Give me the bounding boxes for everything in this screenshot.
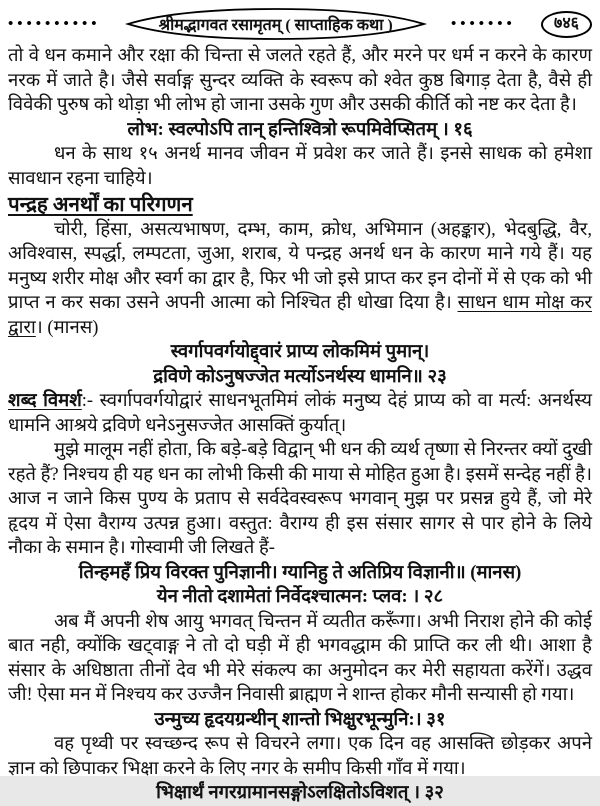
paragraph-dhan: धन के साथ १५ अनर्थ मानव जीवन में प्रवेश कर जाते हैं। इनसे साधक को हमेशा सावधान रहना चाहिये। xyxy=(8,144,592,189)
verse-31: उन्मुच्य हृदयग्रन्थीन् शान्तो भिक्षुरभून्मुनि:। ३१ xyxy=(154,709,446,730)
verse-manas: तिन्हमहँ प्रिय विरक्त पुनिज्ञानी। ग्यानिहु ते अतिप्रिय विज्ञानी॥ (मानस) xyxy=(78,562,522,583)
decorative-dots-left: •••••••••• xyxy=(8,15,101,32)
paragraph-ab-main: अब मैं अपनी शेष आयु भगवत् चिन्तन में व्यतीत करूँगा। अभी निराश होने की कोई बात नही, क्योंकि खट्वाङ्ग ने तो दो घड़ी में ही भगवद्धाम की प्राप्ति कर ली थी। आशा है संसार के अधिष्ठाता तीनों देव भी मेरे संकल्प का अनुमोदन कर मेरी सहायता करेंगें। उद्धव जी! ऐसा मन में निश्चय कर उज्जैन निवासी ब्राह्मण ने शान्त होकर मौनी सन्यासी हो गया। xyxy=(8,611,592,705)
page-header xyxy=(8,6,592,42)
running-title: श्रीमद्भागवत रसामृतम् ( साप्ताहिक कथा ) xyxy=(158,17,393,34)
shabd-vimarsh-label: शब्द विमर्श xyxy=(8,391,82,411)
page-number: ७४६ xyxy=(541,11,592,38)
paragraph-chori-tail: । (मानस) xyxy=(35,317,99,338)
paragraph-vah-prithvi: वह पृथ्वी पर स्वच्छन्द रूप से विचरने लगा। एक दिन वह आसक्ति छोड़कर अपने ज्ञान को छिपाकर भिक्षा करने के लिए नगर के समीप किसी गाँव में गया। xyxy=(8,734,592,779)
paragraph-mujhe: मुझे मालूम नहीं होता, कि बड़े-बड़े विद्वान् भी धन की व्यर्थ तृष्णा से निरन्तर क्यों दुखी रहते हैं? निश्चय ही यह धन का लोभी किसी की माया से मोहित हुआ है। इसमें सन्देह नहीं है। आज न जाने किस पुण्य के प्रताप से सर्वदेवस्वरूप भगवान् मुझ पर प्रसन्न हुये हैं, जो मेरे हृदय में ऐसा वैराग्य उत्पन्न हुआ। वस्तुत: वैराग्य ही इस संसार सागर से पार होने के लिये नौका के समान है। गोस्वामी जी लिखते हैं- xyxy=(8,440,592,558)
verse-28: येन नीतो दशामेतां निर्वेदश्चात्मन: प्लव: । २८ xyxy=(156,587,444,607)
running-title-lens xyxy=(126,8,426,40)
verse-32: भिक्षार्थं नगरग्रामानसङ्गोऽलक्षितोऽविशत् । ३२ xyxy=(156,783,444,803)
decorative-dots-right: ••••••• xyxy=(451,15,516,32)
shabd-vimarsh-text: :- स्वर्गापवर्गयोद्वारं साधनभूतमिमं लोकं मनुष्य देहं प्राप्य को वा मर्त्य: अनर्थस्य धामनि आश्रये द्रविणे धनेऽनुसज्जेत आसक्तिं कुर्यात्। xyxy=(8,391,592,436)
paragraph-chori-underlined-quote: साधन धाम मोक्ष कर द्वारा xyxy=(8,293,592,338)
page-body xyxy=(8,44,592,806)
paragraph-shabd-vimarsh xyxy=(8,389,592,438)
verse-23-line2: द्रविणे कोऽनुषज्जेत मर्त्योऽनर्थस्य धामनि॥ २३ xyxy=(153,366,447,387)
paragraph-chori xyxy=(8,218,592,341)
paragraph-chori-text: चोरी, हिंसा, असत्यभाषण, दम्भ, काम, क्रोध, अभिमान (अहङ्कार), भेदबुद्धि, वैर, अविश्वास, स्पर्द्धा, लम्पटता, जुआ, शराब, ये पन्द्रह अनर्थ धन के कारण माने गये हैं। यह मनुष्य शरीर मोक्ष और स्वर्ग का द्वार है, फिर भी जो इसे प्राप्त कर इन दोनों में से एक को भी प्राप्त न कर सका उसने अपनी आत्मा को निश्चित ही धोखा दिया है। xyxy=(8,219,592,313)
paragraph-intro: तो वे धन कमाने और रक्षा की चिन्ता से जलते रहते हैं, और मरने पर धर्म न करने के कारण नरक में जाते है। जैसे सर्वाङ्ग सुन्दर व्यक्ति के स्वरूप को श्वेत कुष्ठ बिगाड़ देता है, वैसे ही विवेकी पुरुष को थोड़ा भी लोभ हो जाना उसके गुण और उसकी कीर्ति को नष्ट कर देता है। xyxy=(8,46,592,115)
verse-16: लोभ: स्वल्पोऽपि तान् हन्तिश्वित्रो रूपमिवेप्सितम् । १६ xyxy=(127,119,473,140)
verse-23-line1: स्वर्गापवर्गयोद्द्वारं प्राप्य लोकमिमं पुमान्। xyxy=(170,342,430,362)
section-heading-pandrah-anarth: पन्द्रह अनर्थों का परिगणन xyxy=(8,194,193,216)
